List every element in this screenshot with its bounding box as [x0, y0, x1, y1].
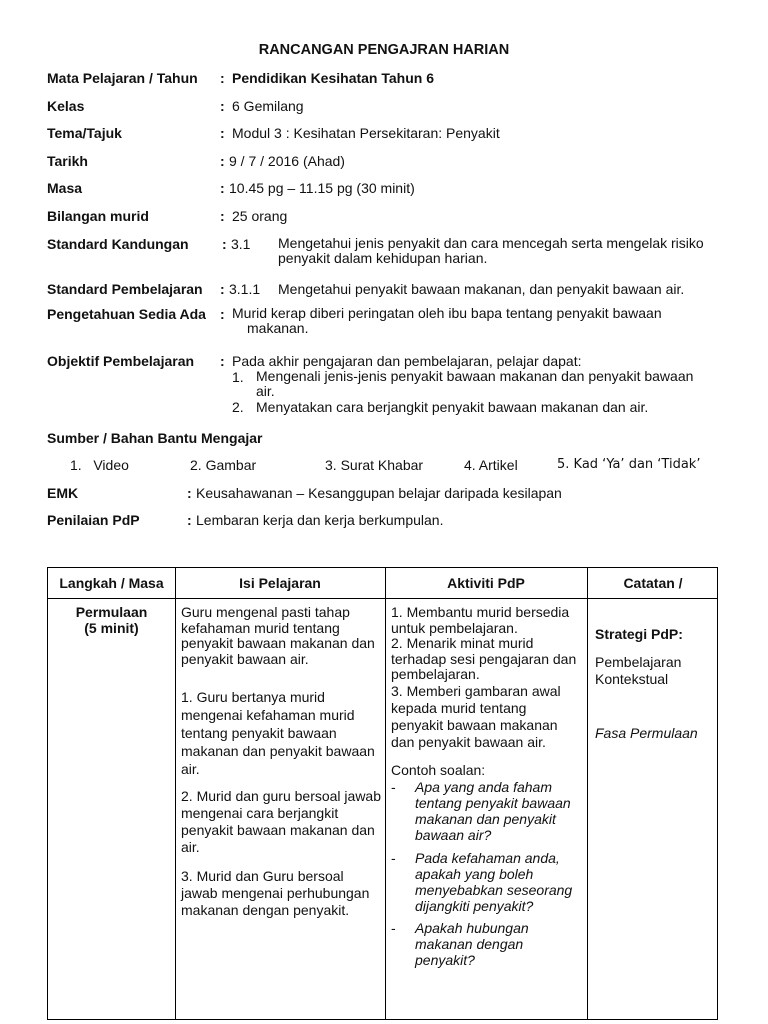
header-content: Isi Pelajaran [239, 575, 321, 591]
learning-standard-code: 3.1.1 [229, 281, 261, 297]
content-standard-code: 3.1 [231, 236, 251, 252]
objective-number: 1. [232, 369, 244, 385]
objective-number: 2. [232, 399, 244, 415]
column-divider [587, 568, 588, 1019]
bullet-dash: - [391, 779, 396, 795]
strategy-label: Strategi PdP: [595, 626, 683, 642]
example-question [391, 850, 581, 914]
assessment-label: Penilaian PdP [47, 512, 140, 528]
assessment-value: Lembaran kerja dan kerja berkumpulan. [196, 512, 444, 528]
resource-item: 4. Artikel [464, 457, 518, 473]
students-label: Bilangan murid [47, 208, 149, 224]
activity-item: 2. Menarik minat murid terhadap sesi pengajaran dan pembelajaran. [391, 635, 577, 682]
objective-item: Menyatakan cara berjangkit penyakit bawaan makanan dan air. [256, 399, 649, 415]
date-value: 9 / 7 / 2016 (Ahad) [229, 153, 345, 169]
column-divider [385, 568, 386, 1019]
header-divider [48, 598, 717, 599]
class-value: 6 Gemilang [232, 98, 304, 114]
example-question [391, 920, 581, 968]
colon: : [220, 153, 225, 169]
header-notes: Catatan / [623, 575, 683, 591]
resources-label: Sumber / Bahan Bantu Mengajar [47, 430, 263, 446]
learning-standard-label: Standard Pembelajaran [47, 281, 203, 297]
emk-label: EMK [47, 485, 79, 501]
theme-label: Tema/Tajuk [47, 125, 122, 141]
class-label: Kelas [47, 98, 85, 114]
content-standard-label: Standard Kandungan [47, 236, 189, 252]
objectives-label: Objektif Pembelajaran [47, 353, 195, 369]
activity-item: 3. Memberi gambaran awal kepada murid tentang penyakit bawaan makanan dan penyakit bawaan air. [391, 683, 561, 750]
emk-value: Keusahawanan – Kesanggupan belajar daripada kesilapan [196, 485, 562, 501]
subject-value: Pendidikan Kesihatan Tahun 6 [232, 70, 435, 86]
colon: : [220, 281, 225, 297]
content-item: 1. Guru bertanya murid mengenai kefahaman murid tentang penyakit bawaan makanan dan penyakit bawaan air. [181, 689, 375, 777]
bullet-dash: - [391, 850, 396, 866]
prior-knowledge-value [232, 306, 682, 336]
resource-item: 5. Kad ‘Ya’ dan ‘Tidak’ [557, 457, 701, 472]
colon: : [187, 512, 192, 528]
header-step: Langkah / Masa [59, 575, 164, 591]
step-duration: (5 minit) [84, 620, 139, 636]
resource-item: 3. Surat Khabar [325, 457, 424, 473]
strategy-value: Pembelajaran Kontekstual [595, 654, 682, 687]
lesson-table [47, 567, 718, 1020]
colon: : [220, 353, 225, 369]
activity-item: 1. Membantu murid bersedia untuk pembelajaran. [391, 604, 570, 636]
content-standard-value: Mengetahui jenis penyakit dan cara mencegah serta mengelak risiko penyakit dalam kehidupan harian. [278, 235, 704, 266]
learning-standard-value: Mengetahui penyakit bawaan makanan, dan penyakit bawaan air. [278, 281, 685, 297]
time-label: Masa [47, 180, 83, 196]
colon: : [220, 98, 225, 114]
time-value: 10.45 pg – 11.15 pg (30 minit) [229, 180, 415, 196]
colon: : [222, 236, 227, 252]
question-text: Apakah hubungan makanan dengan penyakit? [415, 920, 529, 968]
colon: : [187, 485, 192, 501]
column-divider [175, 568, 176, 1019]
resource-item: 2. Gambar [190, 457, 257, 473]
page-title: RANCANGAN PENGAJRAN HARIAN [258, 42, 510, 58]
content-item: 2. Murid dan guru bersoal jawab mengenai cara berjangkit penyakit bawaan makanan dan air. [181, 788, 382, 855]
step-name: Permulaan [75, 604, 148, 620]
phase-value: Fasa Permulaan [595, 725, 698, 741]
colon: : [220, 208, 225, 224]
header-activities: Aktiviti PdP [447, 575, 525, 591]
colon: : [220, 70, 225, 86]
content-item: 3. Murid dan Guru bersoal jawab mengenai perhubungan makanan dengan penyakit. [181, 868, 370, 918]
question-text: Pada kefahaman anda, apakah yang boleh menyebabkan seseorang dijangkiti penyakit? [415, 850, 573, 914]
objective-item: Mengenali jenis-jenis penyakit bawaan makanan dan penyakit bawaan air. [256, 368, 694, 399]
resource-item: 1. Video [70, 457, 129, 473]
objectives-intro: Pada akhir pengajaran dan pembelajaran, pelajar dapat: [232, 353, 582, 369]
colon: : [220, 180, 225, 196]
colon: : [220, 306, 225, 322]
content-intro: Guru mengenal pasti tahap kefahaman murid tentang penyakit bawaan makanan dan penyakit bawaan air. [181, 604, 375, 667]
colon: : [220, 125, 225, 141]
bullet-dash: - [391, 920, 396, 936]
date-label: Tarikh [47, 153, 88, 169]
example-label: Contoh soalan: [391, 762, 486, 778]
example-question [391, 779, 581, 843]
students-value: 25 orang [232, 208, 288, 224]
theme-value: Modul 3 : Kesihatan Persekitaran: Penyakit [232, 125, 500, 141]
subject-label: Mata Pelajaran / Tahun [47, 70, 198, 86]
prior-knowledge-text: Murid kerap diberi peringatan oleh ibu bapa tentang penyakit bawaan makanan. [232, 305, 662, 336]
prior-knowledge-label: Pengetahuan Sedia Ada [47, 306, 206, 322]
question-text: Apa yang anda faham tentang penyakit bawaan makanan dan penyakit bawaan air? [415, 779, 571, 843]
